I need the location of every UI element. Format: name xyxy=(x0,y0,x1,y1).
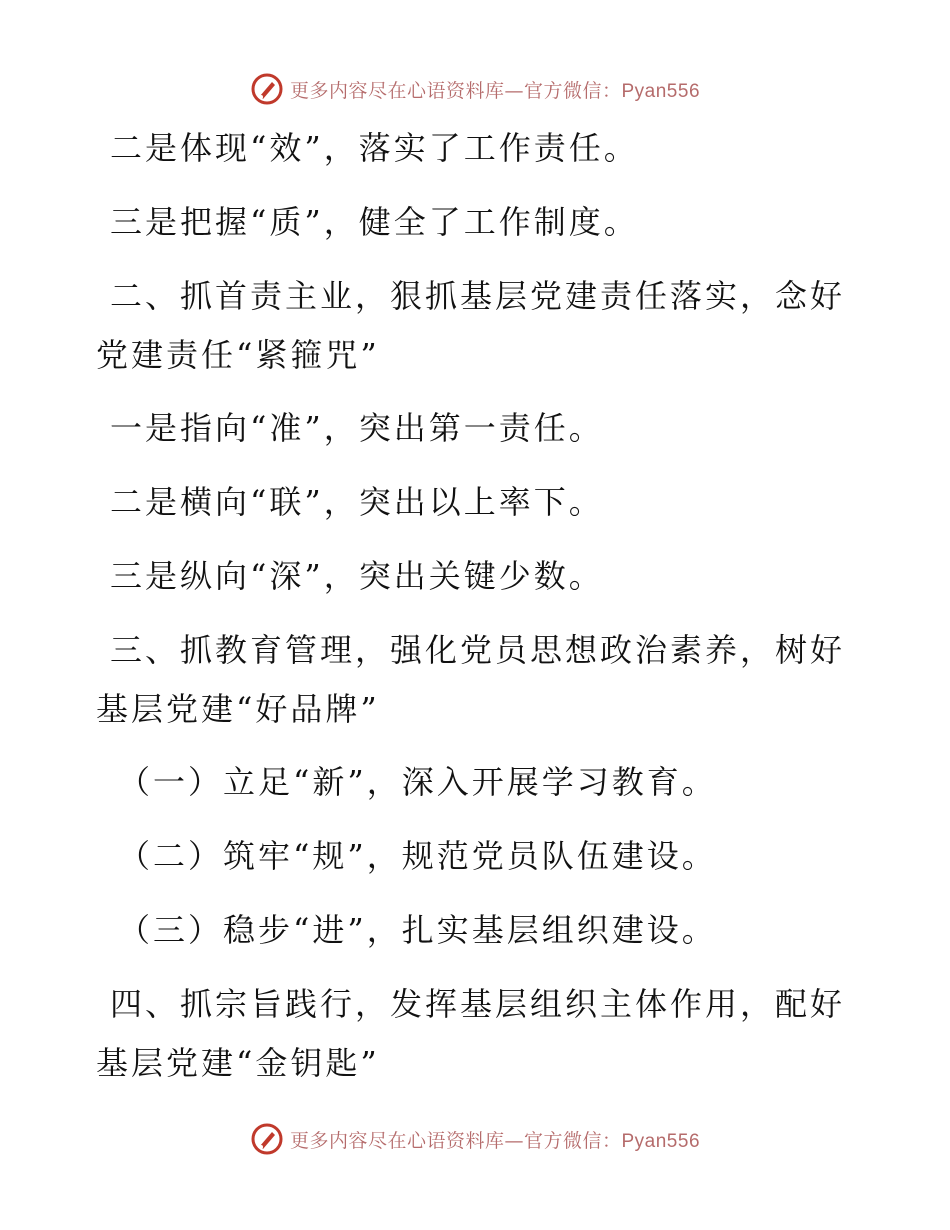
text-line: （二）筑牢“规”，规范党员队伍建设。 xyxy=(118,837,717,875)
text-line: 三是把握“质”，健全了工作制度。 xyxy=(110,203,639,241)
text-line: （一）立足“新”，深入开展学习教育。 xyxy=(118,763,717,801)
section-heading: 三、抓教育管理，强化党员思想政治素养，树好 xyxy=(110,631,846,669)
footer-watermark xyxy=(0,1122,950,1156)
text-line: （三）稳步“进”，扎实基层组织建设。 xyxy=(118,911,717,949)
section-heading: 二、抓首责主业，狠抓基层党建责任落实，念好 xyxy=(110,277,846,315)
text-line: 三是纵向“深”，突出关键少数。 xyxy=(110,557,604,595)
text-line: 二是横向“联”，突出以上率下。 xyxy=(110,483,604,521)
pen-nib-seal-icon xyxy=(250,1122,284,1156)
section-heading: 四、抓宗旨践行，发挥基层组织主体作用，配好 xyxy=(110,985,846,1023)
section-heading-continued: 党建责任“紧箍咒” xyxy=(96,336,380,374)
wechat-id: Pyan556 xyxy=(621,80,701,102)
section-heading-continued: 基层党建“金钥匙” xyxy=(96,1044,380,1082)
header-watermark xyxy=(0,72,950,106)
pen-nib-seal-icon xyxy=(250,72,284,106)
text-line: 二是体现“效”，落实了工作责任。 xyxy=(110,129,639,167)
text-line: 一是指向“准”，突出第一责任。 xyxy=(110,409,604,447)
section-heading-continued: 基层党建“好品牌” xyxy=(96,690,380,728)
wechat-id: Pyan556 xyxy=(621,1130,701,1152)
watermark-text: 更多内容尽在心语资料库—官方微信：Pyan556 xyxy=(289,1129,701,1152)
watermark-text: 更多内容尽在心语资料库—官方微信：Pyan556 xyxy=(289,79,701,102)
